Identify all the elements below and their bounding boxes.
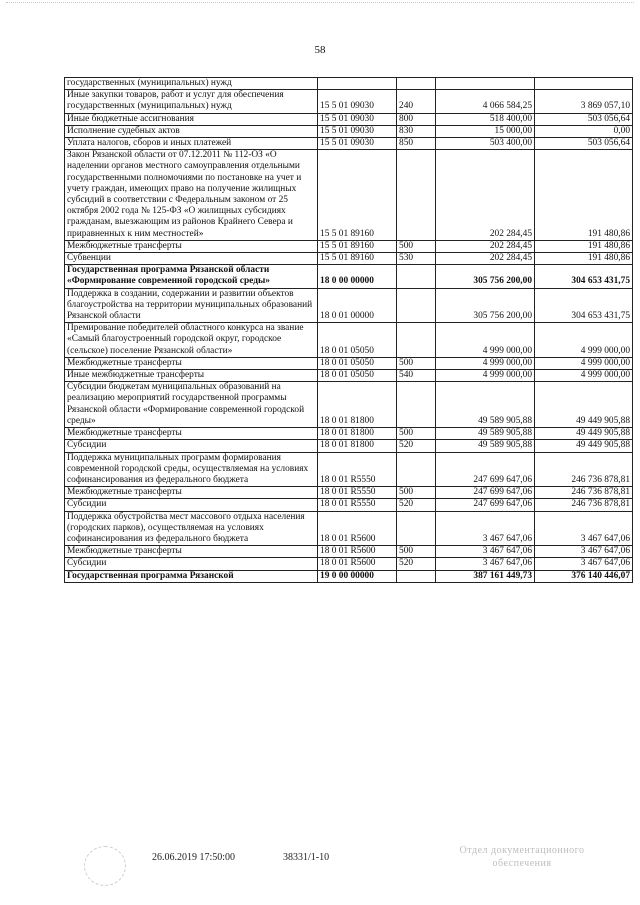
cell-target-code: 18 0 01 R5550 <box>318 487 397 499</box>
cell-amount-executed: 304 653 431,75 <box>535 265 633 288</box>
table-row <box>65 113 633 125</box>
cell-target-code: 15 5 01 09030 <box>318 113 397 125</box>
cell-name: Межбюджетные трансферты <box>65 546 318 558</box>
cell-name: Поддержка в создании, содержании и развитии объектов благоустройства на территории муниципальных образований Рязанской области <box>65 288 318 323</box>
cell-amount-planned: 4 066 584,25 <box>436 90 535 113</box>
table-row <box>65 440 633 452</box>
cell-name: государственных (муниципальных) нужд <box>65 78 318 90</box>
cell-name: Поддержка муниципальных программ формирования современной городской среды, осуществляемая на условиях софинансирования из федерального бюджета <box>65 452 318 487</box>
cell-expense-type <box>397 288 436 323</box>
cell-expense-type <box>397 511 436 546</box>
cell-expense-type: 500 <box>397 357 436 369</box>
cell-name: Уплата налогов, сборов и иных платежей <box>65 138 318 150</box>
cell-amount-planned: 202 284,45 <box>436 240 535 252</box>
cell-amount-executed: 0,00 <box>535 125 633 137</box>
table-row <box>65 90 633 113</box>
scan-top-edge <box>6 2 634 7</box>
cell-name: Межбюджетные трансферты <box>65 357 318 369</box>
cell-name: Субсидии <box>65 440 318 452</box>
cell-name: Премирование победителей областного конкурса на звание «Самый благоустроенный городской округ, городское (сельское) поселение Рязанской области» <box>65 323 318 358</box>
table-row <box>65 382 633 428</box>
cell-amount-executed: 304 653 431,75 <box>535 288 633 323</box>
cell-amount-planned: 247 699 647,06 <box>436 487 535 499</box>
cell-expense-type: 520 <box>397 558 436 570</box>
table-row <box>65 240 633 252</box>
footer-date: 26.06.2019 17:50:00 <box>152 852 236 863</box>
cell-amount-planned: 3 467 647,06 <box>436 511 535 546</box>
cell-amount-planned: 3 467 647,06 <box>436 546 535 558</box>
cell-amount-planned: 305 756 200,00 <box>436 265 535 288</box>
budget-table <box>64 77 633 583</box>
cell-target-code <box>318 78 397 90</box>
cell-amount-planned: 305 756 200,00 <box>436 288 535 323</box>
footer-document-number: 38331/1-10 <box>283 852 330 863</box>
cell-name: Межбюджетные трансферты <box>65 428 318 440</box>
cell-target-code: 15 5 01 09030 <box>318 90 397 113</box>
cell-amount-executed: 3 467 647,06 <box>535 546 633 558</box>
page-number: 58 <box>314 44 326 56</box>
cell-target-code: 18 0 01 R5550 <box>318 499 397 511</box>
table-row <box>65 452 633 487</box>
cell-expense-type: 540 <box>397 370 436 382</box>
cell-expense-type: 530 <box>397 253 436 265</box>
table-row <box>65 125 633 137</box>
cell-name: Иные закупки товаров, работ и услуг для обеспечения государственных (муниципальных) нужд <box>65 90 318 113</box>
table-row <box>65 499 633 511</box>
table-row <box>65 78 633 90</box>
cell-target-code: 19 0 00 00000 <box>318 570 397 582</box>
cell-amount-planned: 3 467 647,06 <box>436 558 535 570</box>
table-row <box>65 546 633 558</box>
cell-name: Субсидии бюджетам муниципальных образований на реализацию мероприятий государственной программы Рязанской области «Формирование современной городской среды» <box>65 382 318 428</box>
cell-amount-executed: 191 480,86 <box>535 150 633 241</box>
cell-amount-planned: 15 000,00 <box>436 125 535 137</box>
cell-expense-type: 520 <box>397 440 436 452</box>
table-row <box>65 288 633 323</box>
cell-name: Государственная программа Рязанской области «Формирование современной городской среды» <box>65 265 318 288</box>
cell-target-code: 18 0 00 00000 <box>318 265 397 288</box>
cell-amount-planned: 503 400,00 <box>436 138 535 150</box>
cell-name: Иные межбюджетные трансферты <box>65 370 318 382</box>
cell-expense-type: 800 <box>397 113 436 125</box>
cell-target-code: 15 5 01 89160 <box>318 253 397 265</box>
cell-amount-planned: 202 284,45 <box>436 150 535 241</box>
table-row <box>65 511 633 546</box>
cell-amount-executed: 3 869 057,10 <box>535 90 633 113</box>
cell-expense-type: 850 <box>397 138 436 150</box>
cell-expense-type <box>397 78 436 90</box>
cell-amount-planned: 4 999 000,00 <box>436 357 535 369</box>
cell-expense-type: 500 <box>397 240 436 252</box>
cell-expense-type <box>397 570 436 582</box>
cell-amount-planned: 49 589 905,88 <box>436 428 535 440</box>
cell-target-code: 18 0 01 R5550 <box>318 452 397 487</box>
table-row <box>65 370 633 382</box>
cell-amount-executed: 376 140 446,07 <box>535 570 633 582</box>
cell-target-code: 15 5 01 89160 <box>318 150 397 241</box>
cell-amount-executed: 4 999 000,00 <box>535 357 633 369</box>
cell-target-code: 18 0 01 R5600 <box>318 546 397 558</box>
table-row <box>65 487 633 499</box>
cell-amount-executed: 246 736 878,81 <box>535 499 633 511</box>
cell-target-code: 18 0 01 R5600 <box>318 558 397 570</box>
table-row <box>65 357 633 369</box>
cell-amount-executed: 191 480,86 <box>535 253 633 265</box>
table-row <box>65 150 633 241</box>
cell-amount-planned: 4 999 000,00 <box>436 370 535 382</box>
table-row <box>65 570 633 582</box>
department-watermark: Отдел документационного обеспечения <box>459 845 585 869</box>
cell-target-code: 18 0 01 05050 <box>318 357 397 369</box>
table-row <box>65 323 633 358</box>
table-row <box>65 138 633 150</box>
cell-name: Межбюджетные трансферты <box>65 240 318 252</box>
cell-amount-executed: 4 999 000,00 <box>535 323 633 358</box>
cell-target-code: 18 0 01 05050 <box>318 370 397 382</box>
cell-expense-type <box>397 265 436 288</box>
cell-amount-executed: 503 056,64 <box>535 113 633 125</box>
cell-amount-executed: 246 736 878,81 <box>535 487 633 499</box>
cell-target-code: 18 0 01 81800 <box>318 382 397 428</box>
cell-target-code: 18 0 01 R5600 <box>318 511 397 546</box>
cell-name: Государственная программа Рязанской <box>65 570 318 582</box>
cell-name: Поддержка обустройства мест массового отдыха населения (городских парков), осуществляемая на условиях софинансирования из федерального бюджета <box>65 511 318 546</box>
table-row <box>65 265 633 288</box>
cell-amount-planned: 4 999 000,00 <box>436 323 535 358</box>
budget-table-body <box>65 78 633 583</box>
cell-amount-planned: 49 589 905,88 <box>436 440 535 452</box>
cell-expense-type: 500 <box>397 546 436 558</box>
cell-amount-executed: 191 480,86 <box>535 240 633 252</box>
cell-name: Иные бюджетные ассигнования <box>65 113 318 125</box>
cell-target-code: 18 0 01 81800 <box>318 440 397 452</box>
cell-expense-type: 830 <box>397 125 436 137</box>
cell-target-code: 15 5 01 09030 <box>318 125 397 137</box>
cell-amount-executed: 49 449 905,88 <box>535 428 633 440</box>
cell-name: Субсидии <box>65 558 318 570</box>
cell-amount-planned: 202 284,45 <box>436 253 535 265</box>
cell-expense-type: 240 <box>397 90 436 113</box>
cell-amount-executed: 49 449 905,88 <box>535 382 633 428</box>
cell-amount-executed: 246 736 878,81 <box>535 452 633 487</box>
cell-expense-type <box>397 452 436 487</box>
table-row <box>65 428 633 440</box>
cell-amount-executed: 503 056,64 <box>535 138 633 150</box>
cell-target-code: 15 5 01 89160 <box>318 240 397 252</box>
cell-name: Субсидии <box>65 499 318 511</box>
cell-target-code: 18 0 01 05050 <box>318 323 397 358</box>
cell-amount-planned: 518 400,00 <box>436 113 535 125</box>
cell-expense-type: 500 <box>397 487 436 499</box>
table-row <box>65 558 633 570</box>
cell-amount-planned <box>436 78 535 90</box>
cell-amount-executed: 49 449 905,88 <box>535 440 633 452</box>
cell-amount-executed <box>535 78 633 90</box>
cell-target-code: 18 0 01 81800 <box>318 428 397 440</box>
cell-amount-executed: 3 467 647,06 <box>535 558 633 570</box>
stamp-seal <box>84 846 126 886</box>
cell-amount-executed: 4 999 000,00 <box>535 370 633 382</box>
cell-expense-type <box>397 323 436 358</box>
cell-amount-planned: 387 161 449,73 <box>436 570 535 582</box>
cell-name: Закон Рязанской области от 07.12.2011 № 112-ОЗ «О наделении органов местного самоуправления отдельными государственными полномочиями по постановке на учет и учету граждан, имеющих право на получение жилищных субсидий в соответствии с Федеральным законом от 25 октября 2002 года № 125-ФЗ «О жилищных субсидиях гражданам, выезжающим из районов Крайнего Севера и приравненных к ним местностей» <box>65 150 318 241</box>
cell-target-code: 18 0 01 00000 <box>318 288 397 323</box>
cell-expense-type: 520 <box>397 499 436 511</box>
cell-expense-type <box>397 150 436 241</box>
cell-expense-type: 500 <box>397 428 436 440</box>
cell-name: Исполнение судебных актов <box>65 125 318 137</box>
cell-target-code: 15 5 01 09030 <box>318 138 397 150</box>
cell-amount-planned: 247 699 647,06 <box>436 499 535 511</box>
cell-expense-type <box>397 382 436 428</box>
cell-amount-planned: 247 699 647,06 <box>436 452 535 487</box>
cell-name: Субвенции <box>65 253 318 265</box>
table-row <box>65 253 633 265</box>
cell-amount-executed: 3 467 647,06 <box>535 511 633 546</box>
cell-name: Межбюджетные трансферты <box>65 487 318 499</box>
cell-amount-planned: 49 589 905,88 <box>436 382 535 428</box>
